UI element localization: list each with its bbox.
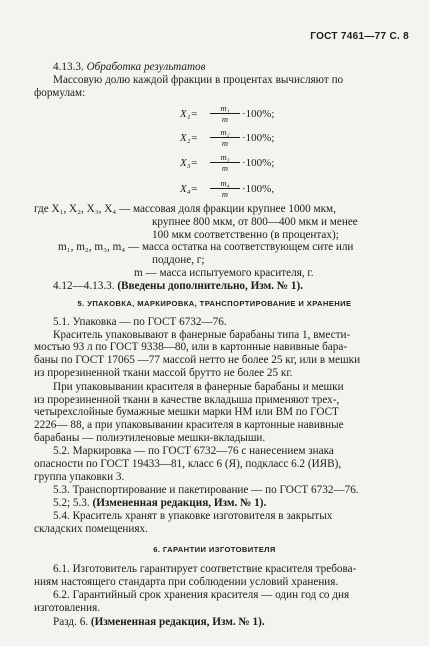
paragraph-line: из прорезиненной ткани массой брутто не более 25 кг.	[34, 367, 293, 379]
clause-number: 4.13.3.	[53, 61, 84, 73]
paragraph-line: 5.4. Краситель хранят в упаковке изготовителя в закрытых	[53, 510, 333, 522]
paragraph-line: 6.2. Гарантийный срок хранения красителя — один год со дня	[53, 589, 350, 601]
paragraph-line: 5.3. Транспортирование и пакетирование — по ГОСТ 6732—76.	[53, 484, 359, 496]
paragraph-line: мостью 93 л по ГОСТ 9338—80, или в картонные навивные бара-	[34, 341, 348, 353]
clause-4133-heading	[53, 61, 205, 74]
paragraph-line: четырехслойные бумажные мешки марки НМ или ВМ по ГОСТ	[34, 406, 339, 418]
paragraph-line: ниям настоящего стандарта при соблюдении условий хранения.	[34, 576, 339, 588]
paragraph-line: 5.1. Упаковка — по ГОСТ 6732—76.	[53, 316, 227, 328]
where-line: поддоне, г;	[152, 254, 205, 266]
paragraph-line: формулам:	[34, 87, 86, 99]
amendment-note: 4.12—4.13.3. (Введены дополнительно, Изм. № 1).	[53, 280, 303, 292]
document-page: ГОСТ 7461—77 С. 8 4.13.3. Обработка результатов Массовую долю каждой фракции в процентах вычисляют по формулам: X₁= $\frac{\text{m₁}}{m}$ ·100%; X₂= $\frac{\text{m₂}}{m}$ ·100%; X₃= $\frac{\text{m₃}}{m}$ ·100%; X₄= $\frac{\text{m₄}}{m}$ ·100%, где X₁, X₂, X₃, X₄ — массовая доля фракции крупнее 1000 мкм, крупнее 800 мкм, от 800—400 мкм и менее 100 мкм соответственно (в процентах); m₁, m₂, m₃, m₄ — масса остатка на соответствующем сите или поддоне, г; m — масса испытуемого красителя, г. 4.12—4.13.3. (Введены дополнительно, Изм. № 1). 5. УПАКОВКА, МАРКИРОВКА, ТРАНСПОРТИРОВАНИЕ И ХРАНЕНИЕ 5.1. Упаковка — по ГОСТ 6732—76. Краситель упаковывают в фанерные барабаны типа 1, вмести- мостью 93 л по ГОСТ 9338—80, или в картонные навивные бара- баны по ГОСТ 17065 —77 массой нетто не более 25 кг, или в мешки из прорезиненной ткани массой брутто не более 25 кг. При упаковывании красителя в фанерные барабаны и мешки из прорезиненной ткани в качестве вкладыша применяют трех-, четырехслойные бумажные мешки марки НМ или ВМ по ГОСТ 2226— 88, а при упаковывании красителя в картонные навивные барабаны — полиэтиленовые мешки-вкладыши. 5.2. Маркировка — по ГОСТ 6732—76 с нанесением знака опасности по ГОСТ 19433—81, класс 6 (Я), подкласс 6.2 (ИЯВ), группа упаковки 3. 5.3. Транспортирование и пакетирование — по ГОСТ 6732—76. 5.2; 5.3. (Измененная редакция, Изм. № 1). 5.4. Краситель хранят в упаковке изготовителя в закрытых складских помещениях. 6. ГАРАНТИИ ИЗГОТОВИТЕЛЯ 6.1. Изготовитель гарантирует соответствие красителя требова- ниям настоящего стандарта при соблюдении условий хранения. 6.2. Гарантийный срок хранения красителя — один год со дня изготовления. Разд. 6. (Измененная редакция, Изм. № 1).	[0, 0, 429, 646]
section-5-title: 5. УПАКОВКА, МАРКИРОВКА, ТРАНСПОРТИРОВАНИЕ И ХРАНЕНИЕ	[77, 299, 352, 308]
section-6-title: 6. ГАРАНТИИ ИЗГОТОВИТЕЛЯ	[153, 545, 276, 554]
paragraph-line: из прорезиненной ткани в качестве вкладыша применяют трех-,	[34, 394, 340, 406]
paragraph-line: складских помещениях.	[34, 523, 148, 535]
where-line: крупнее 800 мкм, от 800—400 мкм и менее	[152, 216, 358, 228]
paragraph-line: баны по ГОСТ 17065 —77 массой нетто не более 25 кг, или в мешки	[34, 354, 361, 366]
paragraph-line: 2226— 88, а при упаковывании красителя в картонные навивные	[34, 419, 344, 431]
amendment-note: Разд. 6. (Измененная редакция, Изм. № 1).	[53, 616, 265, 628]
where-line: m — масса испытуемого красителя, г.	[134, 267, 314, 279]
paragraph-line: 5.2. Маркировка — по ГОСТ 6732—76 с нанесением знака	[53, 445, 334, 457]
paragraph-line: барабаны — полиэтиленовые мешки-вкладыши.	[34, 432, 266, 444]
paragraph-line: Краситель упаковывают в фанерные барабаны типа 1, вмести-	[53, 329, 351, 341]
paragraph-line: группа упаковки 3.	[34, 471, 125, 483]
paragraph-line: При упаковывании красителя в фанерные барабаны и мешки	[53, 381, 344, 393]
page-header: ГОСТ 7461—77 С. 8	[310, 31, 409, 42]
paragraph-line: 6.1. Изготовитель гарантирует соответствие красителя требова-	[53, 563, 357, 575]
where-line: где X₁, X₂, X₃, X₄ — массовая доля фракции крупнее 1000 мкм,	[34, 203, 336, 215]
amendment-note: 5.2; 5.3. (Измененная редакция, Изм. № 1).	[53, 497, 267, 509]
where-line: m₁, m₂, m₃, m₄ — масса остатка на соответствующем сите или	[58, 241, 354, 253]
where-line: 100 мкм соответственно (в процентах);	[152, 229, 339, 241]
paragraph-line: изготовления.	[34, 602, 101, 614]
clause-title: Обработка результатов	[86, 61, 206, 73]
paragraph-line: опасности по ГОСТ 19433—81, класс 6 (Я), подкласс 6.2 (ИЯВ),	[34, 458, 342, 470]
paragraph-line: Массовую долю каждой фракции в процентах вычисляют по	[53, 74, 344, 86]
